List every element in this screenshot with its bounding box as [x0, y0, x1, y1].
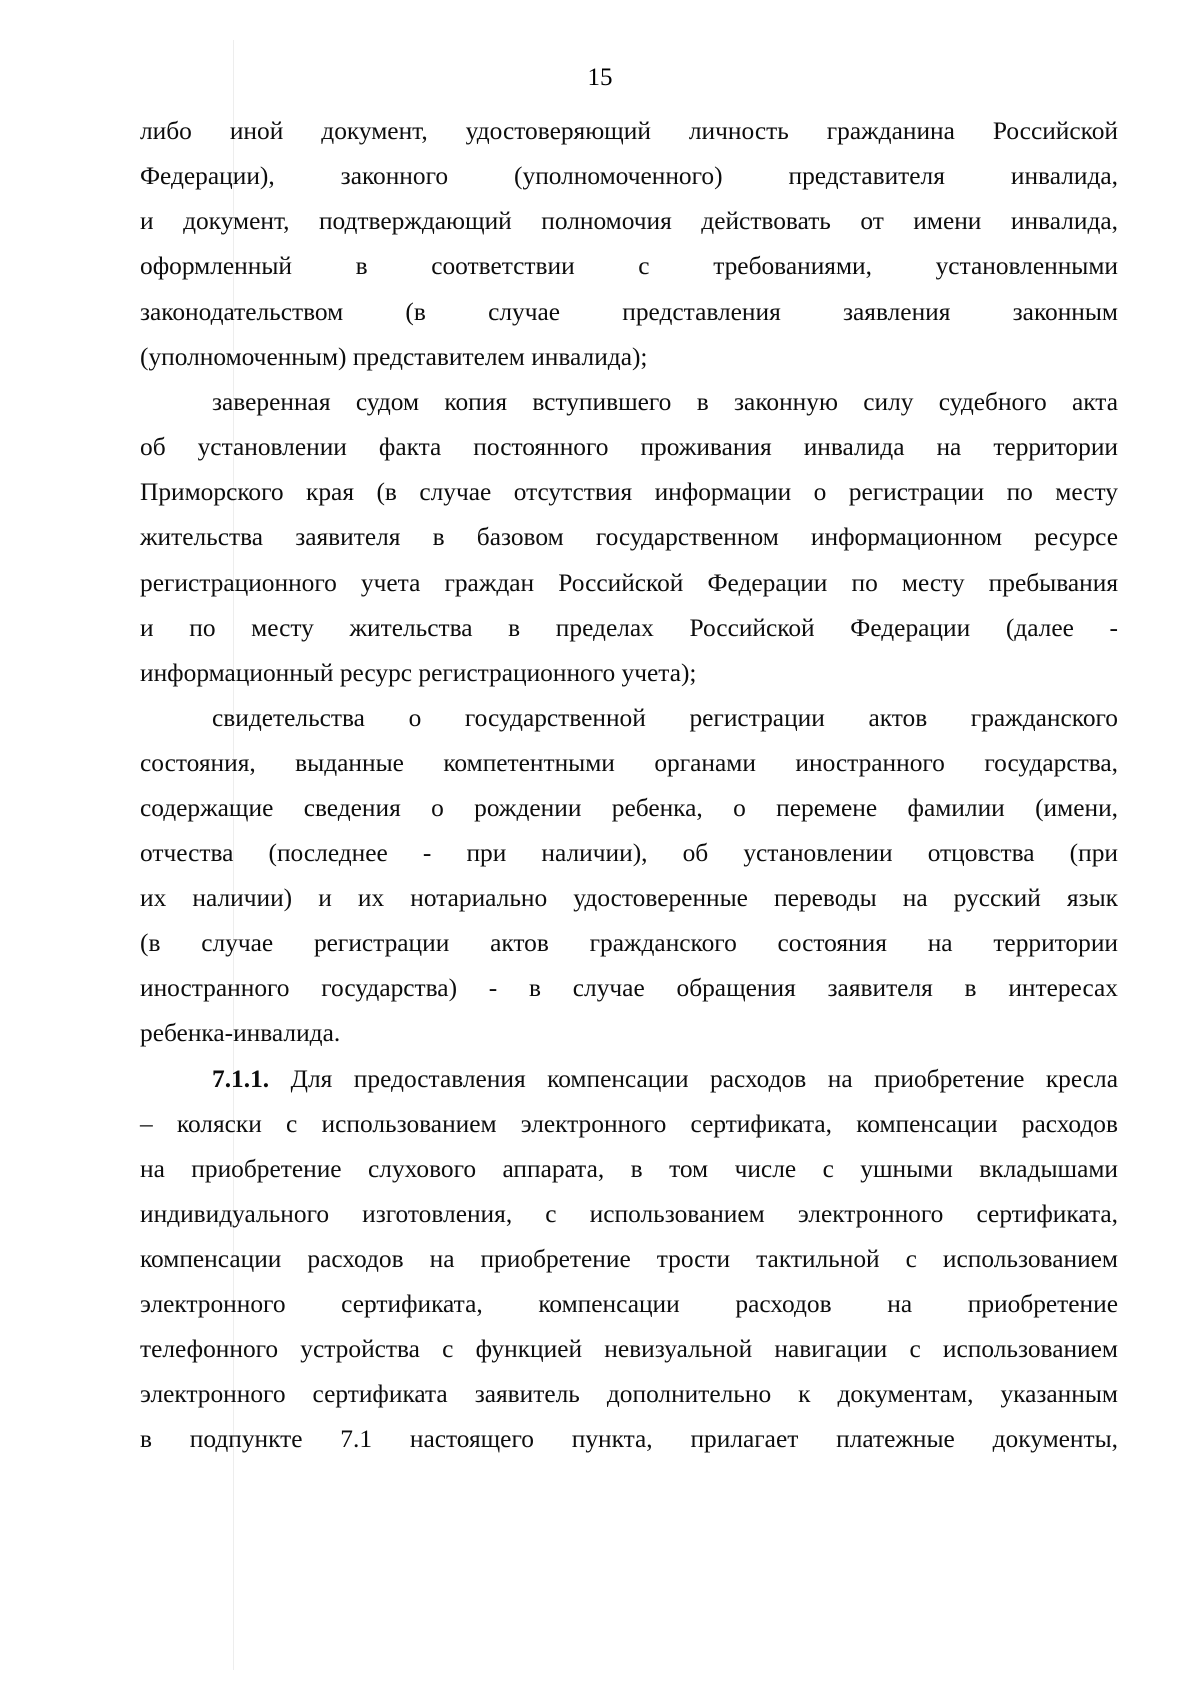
text-line: – коляски с использованием электронного сертификата, компенсации расходов: [140, 1110, 1118, 1138]
text-line: свидетельства о государственной регистрации актов гражданского: [212, 704, 1118, 732]
text-line: информационный ресурс регистрационного учета);: [140, 659, 697, 687]
text-line: телефонного устройства с функцией невизуальной навигации с использованием: [140, 1335, 1118, 1363]
text-line: отчества (последнее - при наличии), об установлении отцовства (при: [140, 839, 1118, 867]
text-line: и по месту жительства в пределах Российской Федерации (далее -: [140, 614, 1118, 642]
text-line: заверенная судом копия вступившего в законную силу судебного акта: [212, 388, 1118, 416]
text-line: (уполномоченным) представителем инвалида);: [140, 343, 648, 371]
text-line: на приобретение слухового аппарата, в том числе с ушными вкладышами: [140, 1155, 1118, 1183]
text-line: компенсации расходов на приобретение трости тактильной с использованием: [140, 1245, 1118, 1273]
text-line: жительства заявителя в базовом государственном информационном ресурсе: [140, 523, 1118, 551]
text-line: ребенка-инвалида.: [140, 1019, 341, 1047]
text-line: Федерации), законного (уполномоченного) представителя инвалида,: [140, 162, 1118, 190]
page-number: 15: [587, 64, 613, 91]
text-line: электронного сертификата заявитель дополнительно к документам, указанным: [140, 1380, 1118, 1408]
text-line: (в случае регистрации актов гражданского состояния на территории: [140, 929, 1118, 957]
text-line: состояния, выданные компетентными органами иностранного государства,: [140, 749, 1118, 777]
text-line: содержащие сведения о рождении ребенка, о перемене фамилии (имени,: [140, 794, 1118, 822]
clause-text: Для предоставления компенсации расходов на приобретение кресла: [290, 1065, 1118, 1093]
text-line: их наличии) и их нотариально удостоверенные переводы на русский язык: [140, 884, 1118, 912]
clause-line: [212, 1061, 1118, 1097]
text-line: либо иной документ, удостоверяющий личность гражданина Российской: [140, 117, 1118, 145]
text-line: оформленный в соответствии с требованиями, установленными: [140, 252, 1118, 280]
text-line: и документ, подтверждающий полномочия действовать от имени инвалида,: [140, 207, 1118, 235]
text-line: индивидуального изготовления, с использованием электронного сертификата,: [140, 1200, 1118, 1228]
text-line: Приморского края (в случае отсутствия информации о регистрации по месту: [140, 478, 1118, 506]
text-line: регистрационного учета граждан Российской Федерации по месту пребывания: [140, 569, 1118, 597]
clause-number: 7.1.1.: [212, 1065, 270, 1093]
text-line: законодательством (в случае представления заявления законным: [140, 298, 1118, 326]
text-line: электронного сертификата, компенсации расходов на приобретение: [140, 1290, 1118, 1318]
text-line: иностранного государства) - в случае обращения заявителя в интересах: [140, 974, 1118, 1002]
text-line: об установлении факта постоянного проживания инвалида на территории: [140, 433, 1118, 461]
text-line: в подпункте 7.1 настоящего пункта, прилагает платежные документы,: [140, 1425, 1118, 1453]
